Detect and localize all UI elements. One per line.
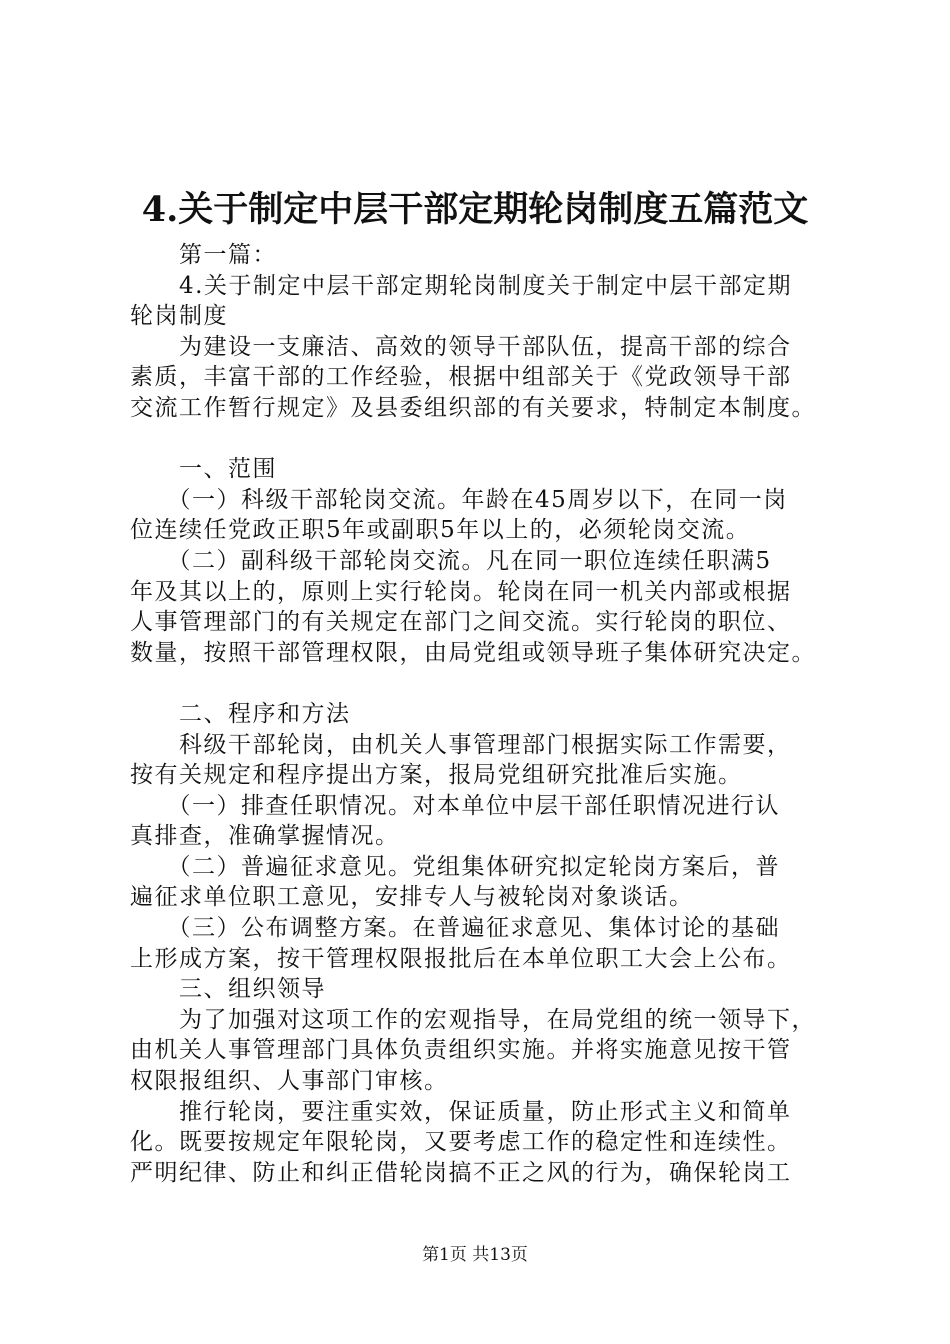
text-line: 轮岗制度 — [130, 303, 228, 330]
text-line: 位连续任党政正职5年或副职5年以上的，必须轮岗交流。 — [130, 517, 751, 544]
blank-line — [130, 668, 840, 699]
text-line: 真排查，准确掌握情况。 — [130, 823, 400, 850]
text-line: 第一篇： — [130, 242, 277, 268]
text-line: 权限报组织、人事部门审核。 — [130, 1068, 449, 1095]
text-line: 上形成方案，按干管理权限报批后在本单位职工大会上公布。 — [130, 945, 792, 972]
text-line: 严明纪律、防止和纠正借轮岗搞不正之风的行为，确保轮岗工 — [130, 1159, 792, 1186]
text-line: 交流工作暂行规定》及县委组织部的有关要求，特制定本制度。 — [130, 394, 816, 421]
text-line: 年及其以上的，原则上实行轮岗。轮岗在同一机关内部或根据 — [130, 578, 792, 605]
text-line: 素质，丰富干部的工作经验，根据中组部关于《党政领导干部 — [130, 364, 792, 391]
text-line: （二）普遍征求意见。党组集体研究拟定轮岗方案后，普 — [130, 853, 780, 880]
text-line: 科级干部轮岗，由机关人事管理部门根据实际工作需要， — [130, 731, 792, 758]
blank-line — [130, 424, 840, 455]
text-line: 人事管理部门的有关规定在部门之间交流。实行轮岗的职位、 — [130, 609, 792, 636]
text-line: 遍征求单位职工意见，安排专人与被轮岗对象谈话。 — [130, 884, 694, 911]
text-line: 三、组织领导 — [130, 976, 326, 1003]
text-line: 为了加强对这项工作的宏观指导，在局党组的统一领导下， — [130, 1006, 816, 1033]
document-body — [130, 240, 840, 1188]
text-line: （一）科级干部轮岗交流。年龄在45周岁以下，在同一岗 — [130, 486, 788, 513]
text-line: 推行轮岗，要注重实效，保证质量，防止形式主义和简单 — [130, 1098, 792, 1125]
text-line: 一、范围 — [130, 456, 277, 483]
text-line: 数量，按照干部管理权限，由局党组或领导班子集体研究决定。 — [130, 639, 816, 666]
text-line: 4.关于制定中层干部定期轮岗制度关于制定中层干部定期 — [130, 272, 792, 299]
text-line: 化。既要按规定年限轮岗，又要考虑工作的稳定性和连续性。 — [130, 1129, 792, 1156]
text-line: 为建设一支廉洁、高效的领导干部队伍，提高干部的综合 — [130, 333, 792, 360]
text-line: 按有关规定和程序提出方案，报局党组研究批准后实施。 — [130, 762, 743, 789]
page-footer: 第1页 共13页 — [422, 1245, 528, 1265]
text-line: （二）副科级干部轮岗交流。凡在同一职位连续任职满5 — [130, 547, 772, 574]
text-line: 由机关人事管理部门具体负责组织实施。并将实施意见按干管 — [130, 1037, 792, 1064]
text-line: （一）排查任职情况。对本单位中层干部任职情况进行认 — [130, 792, 780, 819]
text-line: （三）公布调整方案。在普遍征求意见、集体讨论的基础 — [130, 915, 780, 942]
text-line: 二、程序和方法 — [130, 700, 351, 727]
document-title: 4.关于制定中层干部定期轮岗制度五篇范文 — [141, 189, 809, 230]
